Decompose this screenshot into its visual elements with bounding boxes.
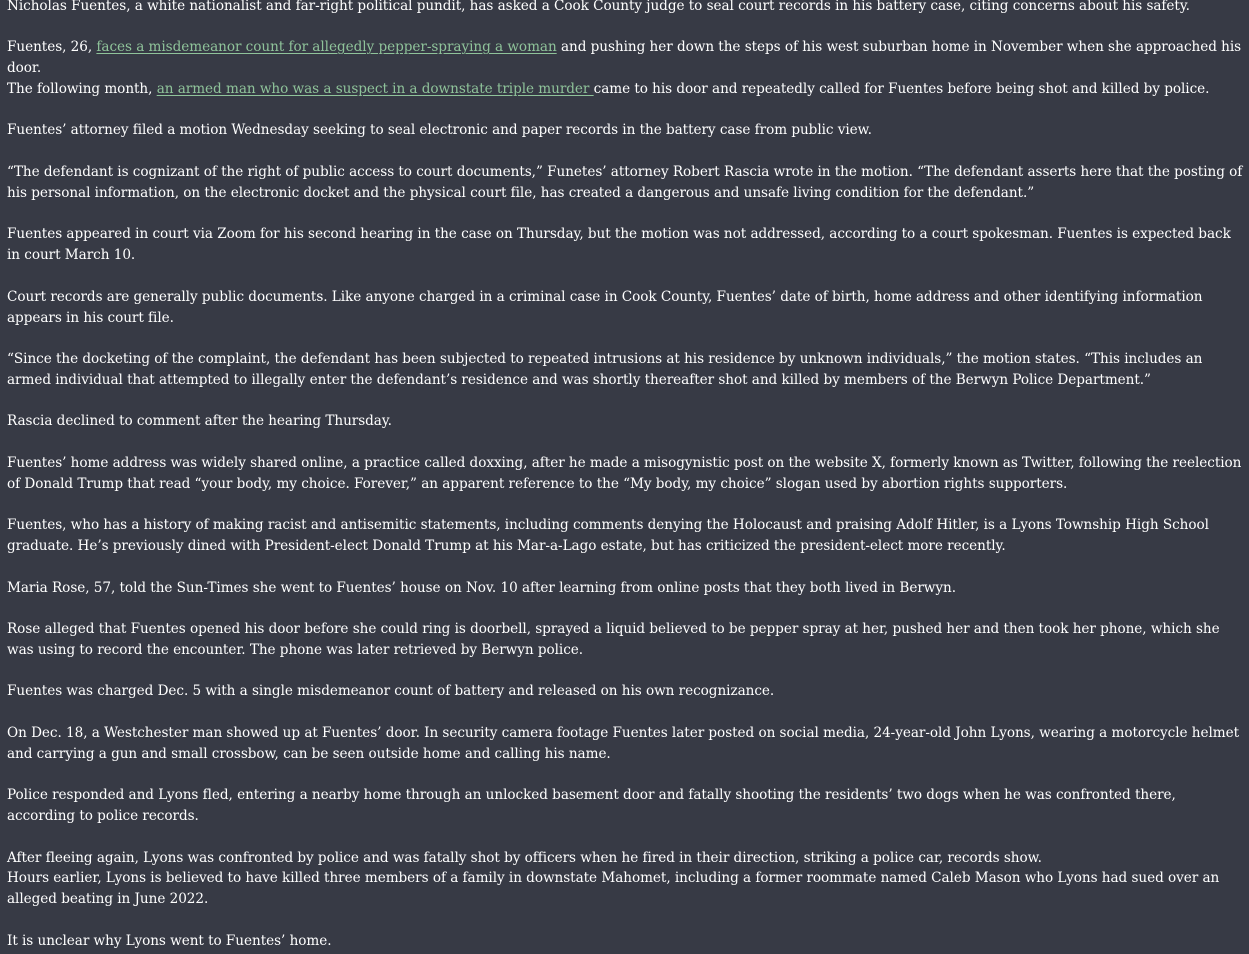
paragraph-11: Fuentes, who has a history of making racist and antisemitic statements, including comments denying the Holocaust and praising Adolf Hitler, is a Lyons Township High School graduate. He’s previously dined with President-elect Donald Trump at his Mar-a-Lago estate, but has criticized the president-elect more recently. (7, 517, 1209, 554)
paragraph-10: Fuentes’ home address was widely shared online, a practice called doxxing, after he made a misogynistic post on the website X, formerly known as Twitter, following the reelection of Donald Trump that read “your body, my choice. Forever,” an apparent reference to the “My body, my choice” slogan used by abortion rights supporters. (7, 455, 1242, 492)
paragraph-18: Hours earlier, Lyons is believed to have killed three members of a family in downstate Mahomet, including a former roommate named Caleb Mason who Lyons had sued over an alleged beating in June 2022. (7, 870, 1220, 907)
armed-man-suspect-link[interactable]: an armed man who was a suspect in a downstate triple murder (156, 81, 594, 97)
paragraph-2 (7, 37, 1247, 79)
paragraph-8: “Since the docketing of the complaint, the defendant has been subjected to repeated intrusions at his residence by unknown individuals,” the motion states. “This includes an armed individual that attempted to illegally enter the defendant’s residence and was shortly thereafter shot and killed by members of the Berwyn Police Department.” (7, 351, 1203, 388)
paragraph-3-tail: came to his door and repeatedly called for Fuentes before being shot and killed by police. (593, 81, 1210, 97)
paragraph-2-lead: Fuentes, 26, (7, 39, 97, 55)
misdemeanor-count-link[interactable]: faces a misdemeanor count for allegedly pepper-spraying a woman (96, 39, 557, 55)
paragraph-12: Maria Rose, 57, told the Sun-Times she went to Fuentes’ house on Nov. 10 after learning from online posts that they both lived in Berwyn. (7, 580, 956, 596)
paragraph-16: Police responded and Lyons fled, entering a nearby home through an unlocked basement door and fatally shooting the residents’ two dogs when he was confronted there, according to police records. (7, 787, 1176, 824)
paragraph-4: Fuentes’ attorney filed a motion Wednesday seeking to seal electronic and paper records in the battery case from public view. (7, 122, 872, 138)
paragraph-15: On Dec. 18, a Westchester man showed up at Fuentes’ door. In security camera footage Fuentes later posted on social media, 24-year-old John Lyons, wearing a motorcycle helmet and carrying a gun and small crossbow, can be seen outside home and calling his name. (7, 725, 1240, 762)
paragraph-1: Nicholas Fuentes, a white nationalist and far-right political pundit, has asked a Cook County judge to seal court records in his battery case, citing concerns about his safety. (7, 0, 1190, 14)
paragraph-3-lead: The following month, (7, 81, 157, 97)
paragraph-5: “The defendant is cognizant of the right of public access to court documents,” Funetes’ attorney Robert Rascia wrote in the motion. “The defendant asserts here that the posting of his personal information, on the electronic docket and the physical court file, has created a dangerous and unsafe living condition for the defendant.” (7, 164, 1243, 201)
paragraph-3 (7, 79, 1247, 100)
paragraph-2-tail: and pushing her down the steps of his west suburban home in November when she approached his door. (7, 39, 1242, 76)
paragraph-17: After fleeing again, Lyons was confronted by police and was fatally shot by officers when he fired in their direction, striking a police car, records show. (7, 850, 1042, 866)
paragraph-13: Rose alleged that Fuentes opened his door before she could ring is doorbell, sprayed a liquid believed to be pepper spray at her, pushed her and then took her phone, which she was using to record the encounter. The phone was later retrieved by Berwyn police. (7, 621, 1220, 658)
paragraph-6: Fuentes appeared in court via Zoom for his second hearing in the case on Thursday, but the motion was not addressed, according to a court spokesman. Fuentes is expected back in court March 10. (7, 226, 1231, 263)
paragraph-7: Court records are generally public documents. Like anyone charged in a criminal case in Cook County, Fuentes’ date of birth, home address and other identifying information appears in his court file. (7, 289, 1203, 326)
paragraph-14: Fuentes was charged Dec. 5 with a single misdemeanor count of battery and released on his own recognizance. (7, 683, 775, 699)
paragraph-19: It is unclear why Lyons went to Fuentes’ home. (7, 933, 332, 949)
paragraph-9: Rascia declined to comment after the hearing Thursday. (7, 413, 392, 429)
